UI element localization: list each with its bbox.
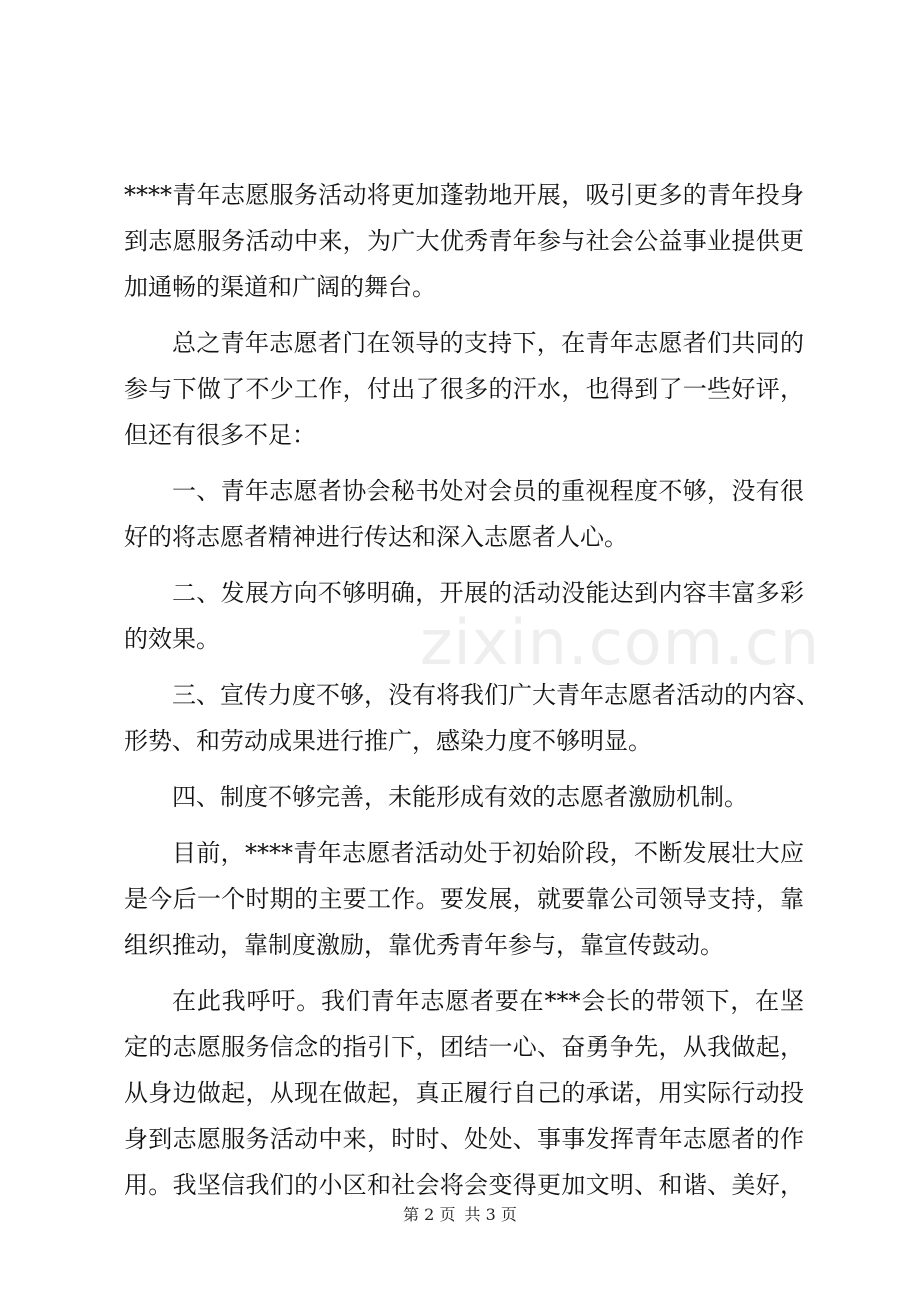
paragraph-gap bbox=[124, 458, 804, 468]
text-line: 组织推动，靠制度激励，靠优秀青年参与，靠宣传鼓动。 bbox=[124, 931, 724, 959]
paragraph bbox=[124, 468, 804, 560]
text-line: 形势、和劳动成果进行推广，感染力度不够明显。 bbox=[124, 727, 652, 755]
paragraph-gap bbox=[124, 764, 804, 774]
paragraph bbox=[124, 774, 804, 820]
paragraph bbox=[124, 978, 804, 1208]
text-line: 一、青年志愿者协会秘书处对会员的重视程度不够，没有很 bbox=[172, 477, 804, 505]
text-line: 是今后一个时期的主要工作。要发展，就要靠公司领导支持，靠 bbox=[124, 885, 804, 913]
document-body bbox=[124, 172, 820, 1208]
watermark: zixin.com.cn bbox=[420, 606, 821, 679]
paragraph bbox=[124, 830, 804, 968]
paragraph bbox=[124, 172, 804, 310]
paragraph-gap bbox=[124, 820, 804, 830]
page-number-total: 共 3 页 bbox=[464, 1205, 517, 1224]
text-line: 在此我呼吁。我们青年志愿者要在***会长的带领下，在坚 bbox=[172, 987, 804, 1015]
text-line: 从身边做起，从现在做起，真正履行自己的承诺，用实际行动投 bbox=[124, 1079, 804, 1107]
text-line: 三、宣传力度不够，没有将我们广大青年志愿者活动的内容、 bbox=[172, 681, 820, 709]
text-line: 但还有很多不足： bbox=[124, 421, 316, 449]
paragraph bbox=[124, 320, 804, 458]
text-line: 定的志愿服务信念的指引下，团结一心、奋勇争先，从我做起， bbox=[124, 1033, 804, 1061]
text-line: 四、制度不够完善，未能形成有效的志愿者激励机制。 bbox=[172, 783, 748, 811]
paragraph-gap bbox=[124, 560, 804, 570]
text-line: 用。我坚信我们的小区和社会将会变得更加文明、和谐、美好， bbox=[124, 1171, 804, 1199]
paragraph bbox=[124, 672, 820, 764]
text-line: 二、发展方向不够明确，开展的活动没能达到内容丰富多彩 bbox=[172, 579, 804, 607]
paragraph-gap bbox=[124, 310, 804, 320]
text-line: 加通畅的渠道和广阔的舞台。 bbox=[124, 273, 436, 301]
page-number-current: 第 2 页 bbox=[403, 1205, 456, 1224]
text-line: 好的将志愿者精神进行传达和深入志愿者人心。 bbox=[124, 523, 628, 551]
text-line: 的效果。 bbox=[124, 625, 220, 653]
text-line: 目前，****青年志愿者活动处于初始阶段，不断发展壮大应 bbox=[172, 839, 804, 867]
text-line: 身到志愿服务活动中来，时时、处处、事事发挥青年志愿者的作 bbox=[124, 1125, 804, 1153]
text-line: 参与下做了不少工作，付出了很多的汗水，也得到了一些好评， bbox=[124, 375, 804, 403]
page-footer bbox=[0, 1202, 920, 1225]
text-line: 到志愿服务活动中来，为广大优秀青年参与社会公益事业提供更 bbox=[124, 227, 804, 255]
text-line: 总之青年志愿者门在领导的支持下，在青年志愿者们共同的 bbox=[172, 329, 804, 357]
paragraph-gap bbox=[124, 968, 804, 978]
text-line: ****青年志愿服务活动将更加蓬勃地开展，吸引更多的青年投身 bbox=[124, 181, 804, 209]
